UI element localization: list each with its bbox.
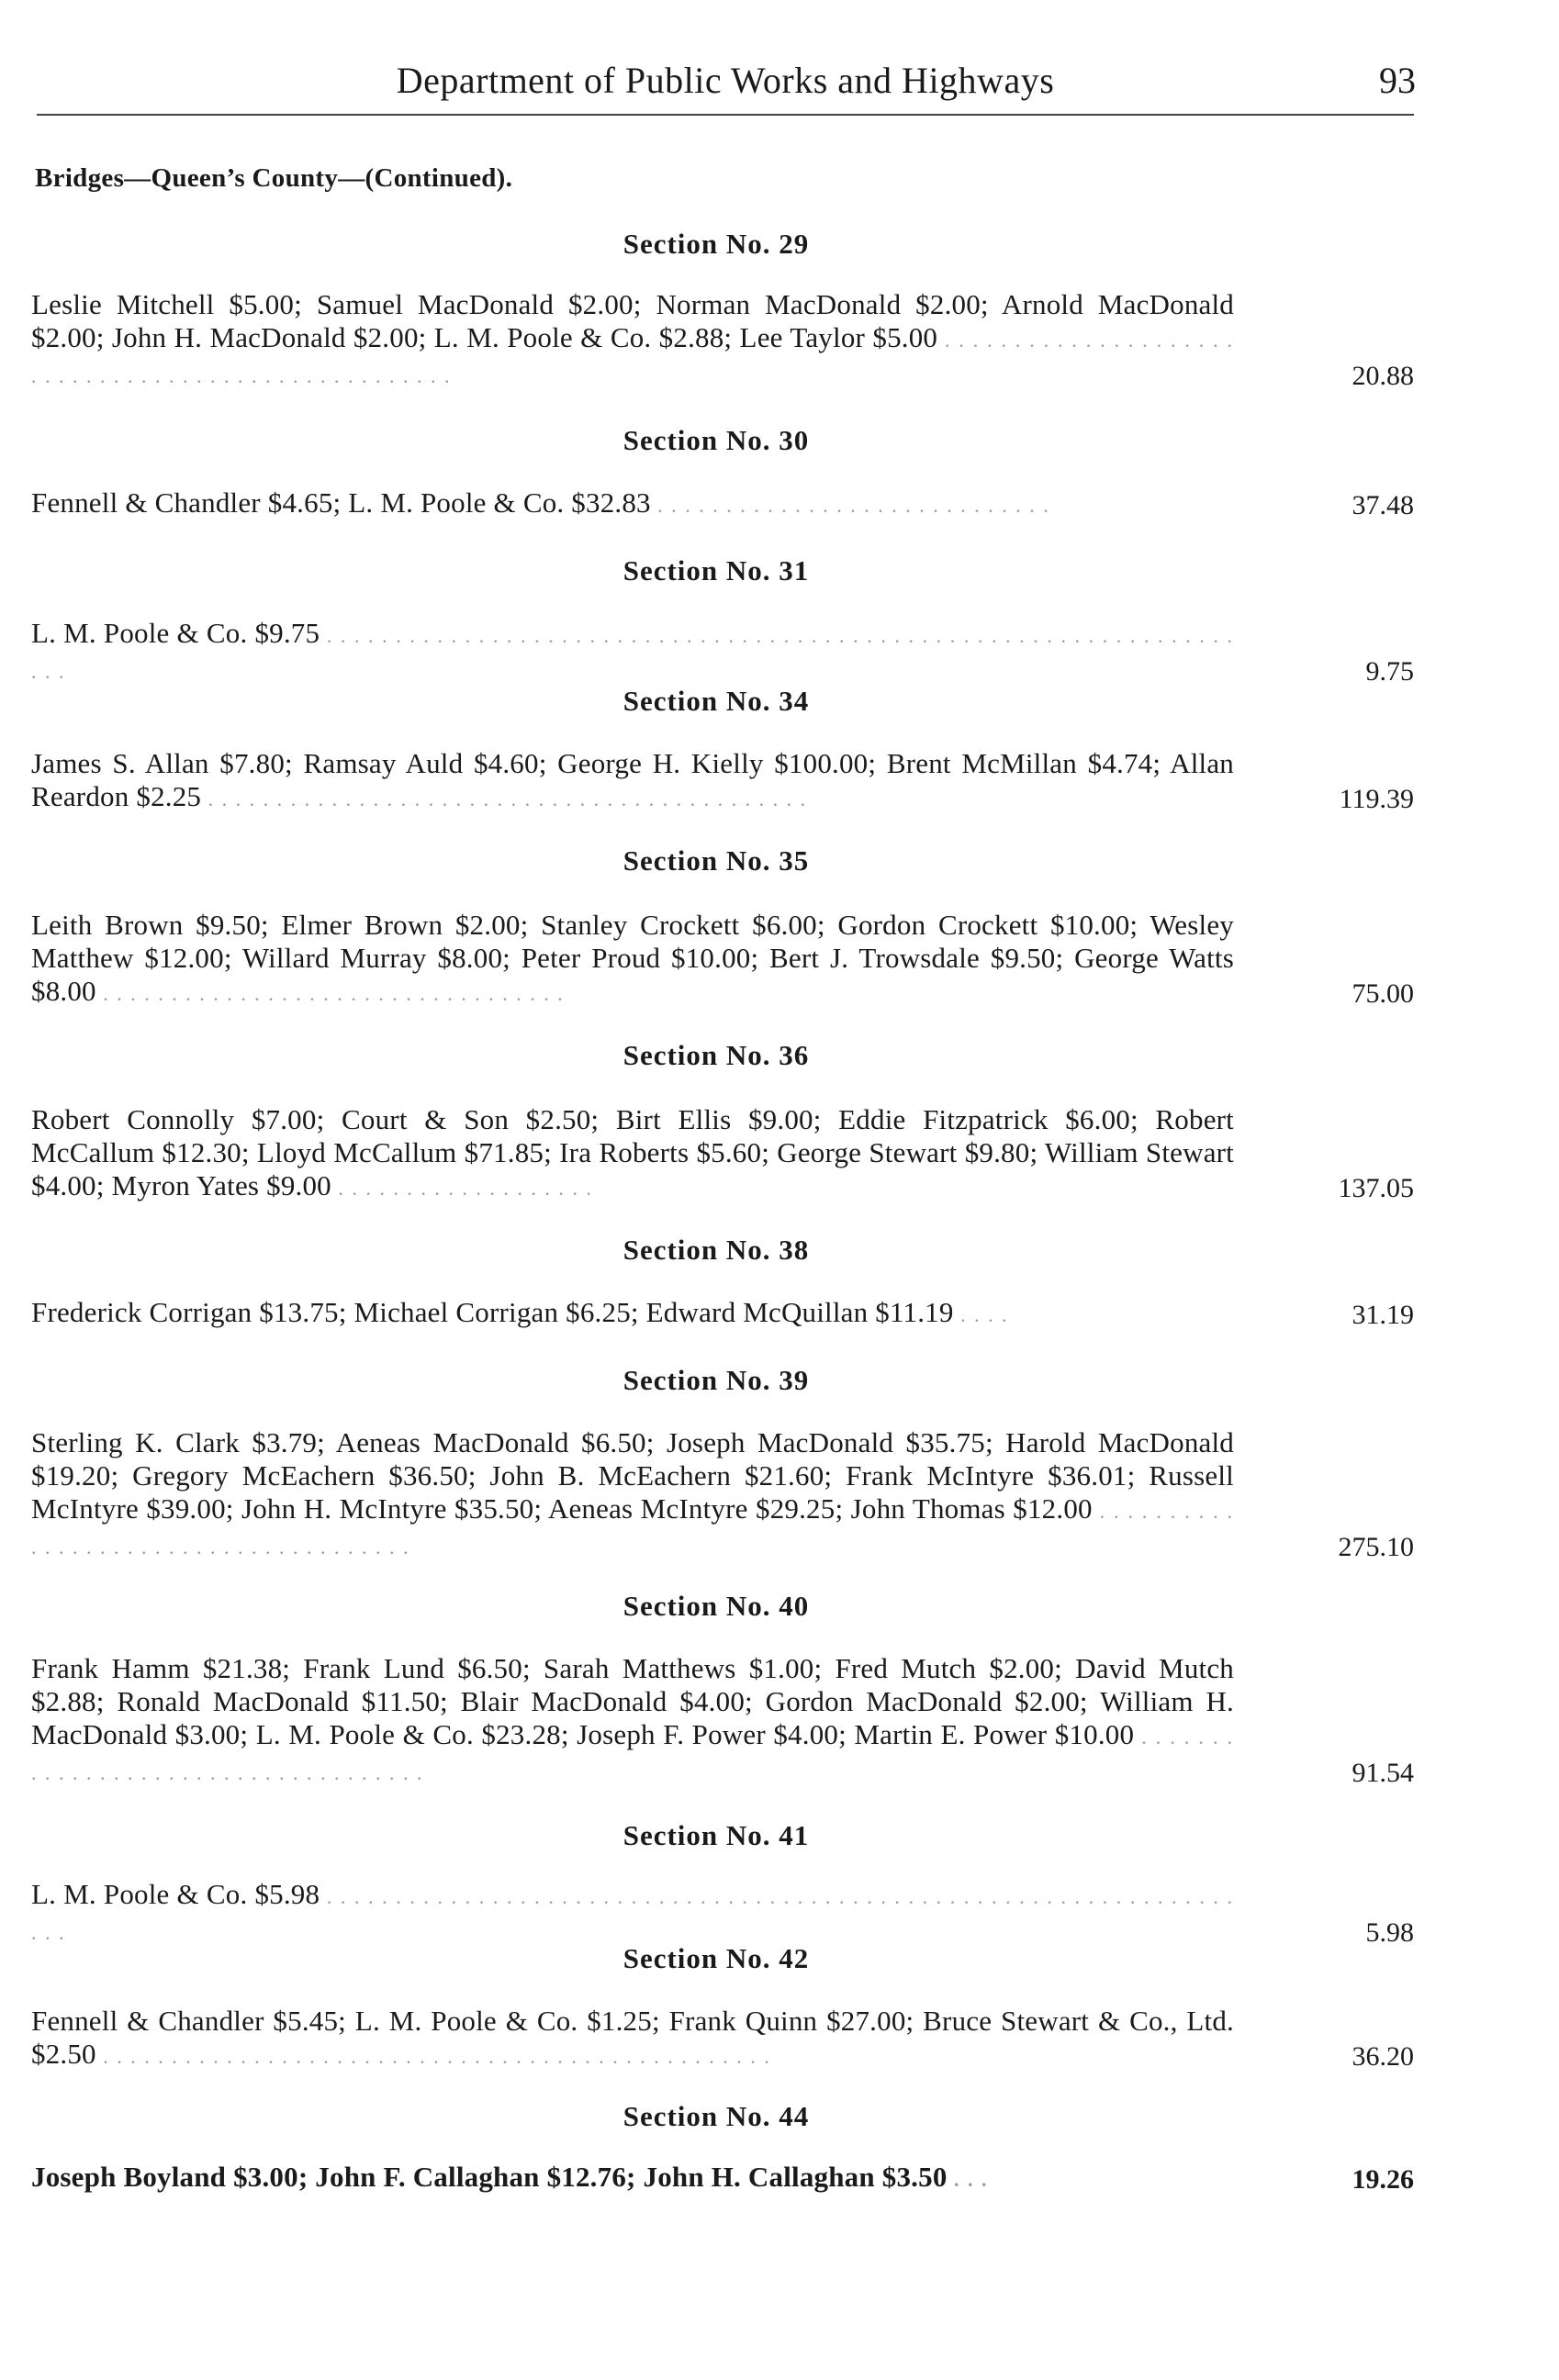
dot-leader: . . . [947, 2168, 989, 2191]
section-heading: Section No. 44 [622, 2100, 810, 2132]
dot-leader: . . . . . . . . . . . . . . . . . . . [331, 1177, 593, 1200]
dot-leader: . . . . . . . . . . . . . . . . . . . . . . . . . . . . . [650, 494, 1050, 517]
dot-leader: . . . . . . . . . . . . . . . . . . . . . . . . . . . . . . . . . . . . . . . . . . . . . . . . . . . . . . . . . . . . . . . . . . . . . [31, 624, 1234, 683]
dot-leader: . . . . . . . . . . . . . . . . . . . . . . . . . . . . . . . . . . . . . . . . . . . . . . . . . . . . [31, 329, 1234, 387]
section-heading: Section No. 36 [622, 1039, 810, 1071]
entry-amount: 31.19 [1352, 1300, 1414, 1330]
section-entry [31, 1426, 1414, 1564]
dot-leader: . . . . . . . . . . . . . . . . . . . . . . . . . . . . . . . . . . [95, 982, 565, 1005]
entry-text: Fennell & Chandler $5.45; L. M. Poole & Co. $1.25; Frank Quinn $27.00; Bruce Stewart & Co., Ltd. $2.50 [31, 2005, 1234, 2070]
entry-amount: 20.88 [1352, 361, 1414, 391]
section-entry [31, 909, 1414, 1011]
entry-amount: 119.39 [1339, 784, 1414, 814]
dot-leader: . . . . . . . . . . . . . . . . . . . . . . . . . . . . . . . . . . . . . . . . . . . . . . . . . [95, 2045, 771, 2068]
entry-text: Robert Connolly $7.00; Court & Son $2.50; Birt Ellis $9.00; Eddie Fitzpatrick $6.00; Robert McCallum $12.30; Lloyd McCallum $71.85; Ira Roberts $5.60; George Stewart $9.80; William Stewart $4.00; Myron Yates $9.00 [31, 1103, 1234, 1201]
entry-text: Sterling K. Clark $3.79; Aeneas MacDonald $6.50; Joseph MacDonald $35.75; Harold MacDonald $19.20; Gregory McEachern $36.50; John B. McEachern $21.60; Frank McIntyre $36.01; Russell McIntyre $39.00; John H. McIntyre $35.50; Aeneas McIntyre $29.25; John Thomas $12.00 [31, 1426, 1234, 1525]
dot-leader: . . . . . . . . . . . . . . . . . . . . . . . . . . . . . . . . . . . . [31, 1726, 1235, 1784]
entry-text: L. M. Poole & Co. $5.98 [31, 1878, 320, 1910]
section-entry [31, 486, 1414, 522]
entry-text: James S. Allan $7.80; Ramsay Auld $4.60; George H. Kielly $100.00; Brent McMillan $4.74; Allan Reardon $2.25 [31, 747, 1234, 812]
section-entry [31, 288, 1414, 393]
entry-text: L. M. Poole & Co. $9.75 [31, 617, 320, 649]
continued-heading: Bridges—Queen’s County—(Continued). [35, 163, 513, 193]
entry-amount: 9.75 [1365, 656, 1414, 687]
section-heading: Section No. 31 [622, 554, 810, 587]
entry-amount: 19.26 [1352, 2164, 1414, 2195]
entry-amount: 137.05 [1338, 1173, 1414, 1203]
section-entry [31, 1652, 1414, 1790]
dot-leader: . . . . [953, 1303, 1009, 1326]
section-heading: Section No. 40 [622, 1590, 810, 1622]
section-entry [31, 1296, 1414, 1332]
entry-amount: 37.48 [1352, 490, 1414, 520]
entry-text: Leith Brown $9.50; Elmer Brown $2.00; Stanley Crockett $6.00; Gordon Crockett $10.00; Wesley Matthew $12.00; Willard Murray $8.00; Peter Proud $10.00; Bert J. Trowsdale $9.50; George Watts $8.00 [31, 909, 1234, 1007]
entry-amount: 91.54 [1352, 1758, 1414, 1788]
dot-leader: . . . . . . . . . . . . . . . . . . . . . . . . . . . . . . . . . . . . . . . . . . . . [201, 788, 808, 810]
section-heading: Section No. 39 [622, 1364, 810, 1396]
section-entry [31, 747, 1414, 816]
section-heading: Section No. 34 [622, 685, 810, 717]
running-head [37, 53, 1414, 108]
section-heading: Section No. 41 [622, 1819, 810, 1851]
entry-amount: 5.98 [1365, 1917, 1414, 1948]
section-entry [31, 2005, 1414, 2073]
entry-amount: 36.20 [1352, 2041, 1414, 2072]
dot-leader: . . . . . . . . . . . . . . . . . . . . . . . . . . . . . . . . . . . . . . . . . . . . . . . . . . . . . . . . . . . . . . . . . . . . . [31, 1885, 1234, 1944]
entry-amount: 275.10 [1338, 1532, 1414, 1562]
entry-text: Joseph Boyland $3.00; John F. Callaghan $12.76; John H. Callaghan $3.50 [31, 2161, 948, 2193]
section-heading: Section No. 29 [622, 228, 810, 260]
section-entry [31, 2161, 1414, 2196]
section-heading: Section No. 42 [622, 1942, 810, 1974]
dot-leader: . . . . . . . . . . . . . . . . . . . . . . . . . . . . . . . . . . . . . . [31, 1500, 1234, 1559]
running-title: Department of Public Works and Highways [396, 60, 1055, 101]
section-entry [31, 617, 1414, 688]
entry-text: Frederick Corrigan $13.75; Michael Corrigan $6.25; Edward McQuillan $11.19 [31, 1296, 954, 1328]
section-heading: Section No. 35 [622, 844, 810, 877]
entry-text: Frank Hamm $21.38; Frank Lund $6.50; Sarah Matthews $1.00; Fred Mutch $2.00; David Mutch $2.88; Ronald MacDonald $11.50; Blair MacDonald $4.00; Gordon MacDonald $2.00; William H. MacDonald $3.00; L. M. Poole & Co. $23.28; Joseph F. Power $4.00; Martin E. Power $10.00 [31, 1652, 1234, 1750]
section-entry [31, 1878, 1414, 1950]
entry-text: Leslie Mitchell $5.00; Samuel MacDonald $2.00; Norman MacDonald $2.00; Arnold MacDonald $2.00; John H. MacDonald $2.00; L. M. Poole & Co. $2.88; Lee Taylor $5.00 [31, 288, 1234, 353]
section-heading: Section No. 30 [622, 424, 810, 456]
entry-text: Fennell & Chandler $4.65; L. M. Poole & Co. $32.83 [31, 486, 651, 519]
page-number: 93 [1379, 60, 1416, 101]
entry-amount: 75.00 [1352, 978, 1414, 1009]
header-rule [37, 114, 1414, 116]
section-heading: Section No. 38 [622, 1234, 810, 1266]
section-entry [31, 1103, 1414, 1205]
